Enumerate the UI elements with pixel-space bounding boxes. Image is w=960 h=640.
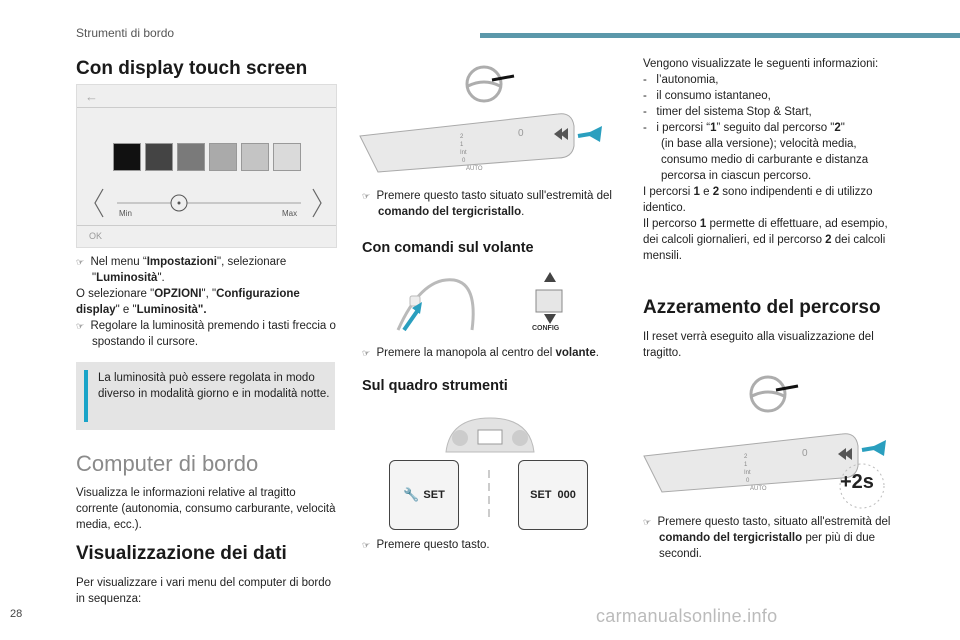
section-title-visualizzazione: Visualizzazione dei dati (76, 543, 287, 564)
brightness-swatch[interactable] (177, 143, 205, 171)
touchscreen-instructions: ☞ Nel menu “Impostazioni", selezionare "Luminosità". O selezionare "OPZIONI", "Configurazione display" e "Luminosità". ☞ Regolare la luminosità premendo i tasti freccia o spostando il cursore. (76, 256, 336, 348)
svg-text:0: 0 (802, 448, 808, 459)
svg-text:0: 0 (462, 158, 466, 164)
reset-instruction: ☞ Premere questo tasto, situato all'estremità del comando del tergicristallo per più di due secondi. (643, 516, 891, 560)
header-accent-bar (480, 33, 960, 38)
plus-2s-label: +2s (840, 471, 874, 493)
instrument-cluster-icon (440, 414, 540, 458)
info-note (76, 362, 335, 430)
down-arrow-icon (544, 314, 556, 324)
brightness-slider (87, 185, 327, 225)
svg-text:1: 1 (460, 142, 464, 148)
svg-text:Int: Int (744, 470, 751, 476)
chevron-left-icon (95, 189, 103, 217)
svg-text:2: 2 (744, 454, 748, 460)
stalk-instruction: ☞ Premere questo tasto situato sull'estremità del comando del tergicristallo. (362, 190, 612, 218)
min-label: Min (119, 209, 132, 218)
chevron-right-icon (313, 189, 321, 217)
wrench-icon: 🔧 (403, 487, 420, 502)
computer-text: Visualizza le informazioni relative al tragitto corrente (autonomia, consumo carburante, velocità media, ecc.). (76, 487, 336, 531)
touchscreen-illustration (76, 84, 337, 248)
divider (77, 107, 336, 108)
cluster-instruction: ☞ Premere questo tasto. (362, 539, 490, 551)
section-title-touchscreen: Con display touch screen (76, 58, 308, 79)
brightness-swatch[interactable] (209, 143, 237, 171)
section-title-volante: Con comandi sul volante (362, 240, 534, 256)
svg-text:0: 0 (746, 478, 750, 484)
section-title-quadro: Sul quadro strumenti (362, 378, 508, 394)
brightness-swatch[interactable] (113, 143, 141, 171)
wiper-stalk-illustration (358, 64, 608, 176)
wheel-instruction: ☞ Premere la manopola al centro del volante. (362, 347, 599, 359)
counter-value: 000 (557, 489, 576, 501)
brightness-swatch[interactable] (273, 143, 301, 171)
steering-wheel-icon (467, 67, 501, 101)
brightness-swatch[interactable] (145, 143, 173, 171)
steering-wheel-icon (751, 377, 785, 411)
back-arrow-icon: ← (85, 89, 98, 104)
info-list: Vengono visualizzate le seguenti informazioni: - l’autonomia, - il consumo istantaneo, - timer del sistema Stop & Start, - i percorsi “1” seguito dal percorso "2" (in base alla versione); velocità media, consumo medio di carburante e distanza percorsa in ciascun percorso. I percorsi 1 e 2 sono indipendenti e di utilizzo identico. Il percorso 1 permette di effettuare, ad esempio, dei calcoli giornalieri, ed il percorso 2 dei calcoli mensili. (643, 58, 888, 262)
page-number: 28 (10, 608, 23, 620)
ok-label: OK (89, 231, 103, 241)
svg-text:AUTO: AUTO (466, 166, 483, 172)
svg-text:0: 0 (518, 128, 524, 139)
svg-text:Int: Int (460, 150, 467, 156)
section-header: Strumenti di bordo (76, 26, 175, 40)
set-button-counter (518, 460, 588, 530)
brightness-swatch[interactable] (241, 143, 269, 171)
info-text: La luminosità può essere regolata in modo diverso in modalità giorno e in modalità notte. (98, 372, 330, 400)
up-arrow-icon (544, 272, 556, 282)
max-label: Max (282, 209, 298, 218)
reset-text: Il reset verrà eseguito alla visualizzazione del tragitto. (643, 331, 874, 359)
set-label: SET (530, 489, 552, 501)
section-title-azzeramento: Azzeramento del percorso (643, 297, 881, 318)
config-label: CONFIG (532, 325, 560, 332)
computer-title: Computer di bordo (76, 451, 259, 476)
dashed-separator (484, 470, 494, 520)
set-button-wrench (389, 460, 459, 530)
set-label: SET (423, 489, 445, 501)
svg-text:2: 2 (460, 134, 464, 140)
visualizzazione-text: Per visualizzare i vari menu del computer di bordo in sequenza: (76, 577, 332, 605)
svg-text:1: 1 (744, 462, 748, 468)
watermark: carmanualsonline.info (596, 606, 778, 626)
svg-text:AUTO: AUTO (750, 486, 767, 492)
